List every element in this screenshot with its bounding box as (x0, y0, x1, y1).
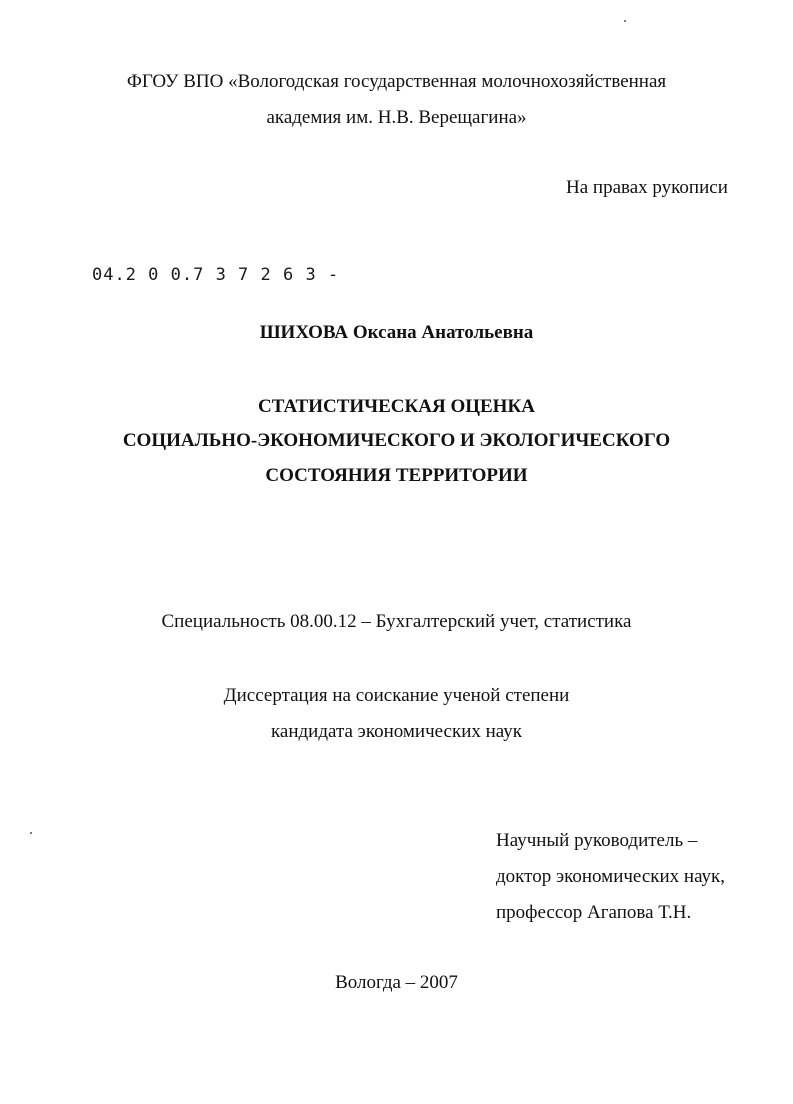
institution-line-1: ФГОУ ВПО «Вологодская государственная молочнохозяйственная (126, 71, 667, 92)
author-name: ШИХОВА Оксана Анатольевна (259, 322, 534, 343)
title-line-2: СОЦИАЛЬНО-ЭКОНОМИЧЕСКОГО И ЭКОЛОГИЧЕСКОГО (122, 430, 671, 451)
scan-speck (30, 832, 32, 834)
registration-stamp: 04.2 0 0.7 3 7 2 6 3 - (92, 265, 340, 285)
supervisor-line-1: Научный руководитель – (496, 830, 698, 851)
specialty-line: Специальность 08.00.12 – Бухгалтерский учет, статистика (161, 611, 632, 632)
supervisor-line-3: профессор Агапова Т.Н. (496, 902, 692, 923)
city-year: Вологда – 2007 (335, 972, 458, 993)
dissertation-line-1: Диссертация на соискание ученой степени (223, 685, 570, 706)
title-line-3: СОСТОЯНИЯ ТЕРРИТОРИИ (265, 465, 528, 486)
dissertation-line-2: кандидата экономических наук (270, 721, 523, 742)
supervisor-line-2: доктор экономических наук, (496, 866, 726, 887)
institution-line-2: академия им. Н.В. Верещагина» (266, 107, 527, 128)
title-line-1: СТАТИСТИЧЕСКАЯ ОЦЕНКА (258, 396, 535, 417)
scan-speck (624, 20, 626, 22)
manuscript-note: На правах рукописи (566, 177, 728, 198)
